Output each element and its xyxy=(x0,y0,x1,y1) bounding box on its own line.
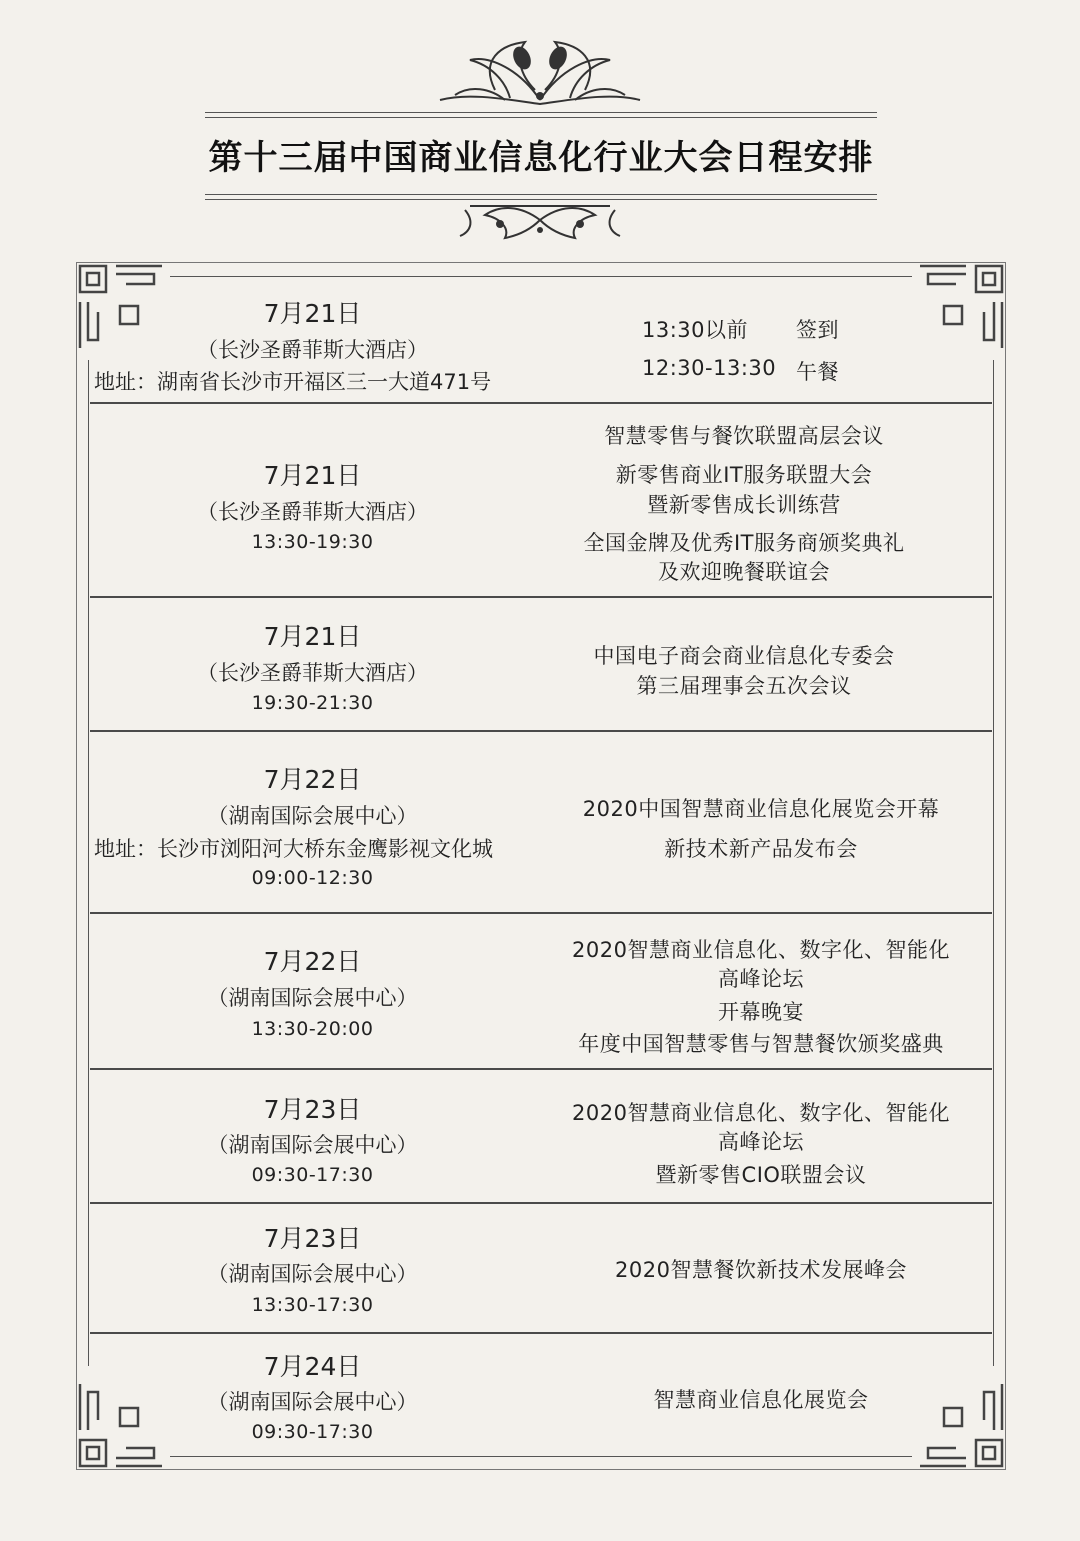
row-date: 7月22日 xyxy=(263,947,362,976)
row-venue: （长沙圣爵菲斯大酒店） xyxy=(197,500,428,524)
row-date: 7月22日 xyxy=(263,765,362,794)
row-separator xyxy=(90,1068,992,1070)
event-line: 中国电子商会商业信息化专委会 xyxy=(593,644,895,668)
row-venue: （长沙圣爵菲斯大酒店） xyxy=(197,338,428,362)
row-separator xyxy=(90,1332,992,1334)
event-line: 智慧零售与餐饮联盟高层会议 xyxy=(604,424,884,448)
bottom-floral-ornament xyxy=(0,200,1080,250)
row-time: 09:30-17:30 xyxy=(251,1421,374,1443)
row-venue: （湖南国际会展中心） xyxy=(207,1390,418,1414)
row-venue: （湖南国际会展中心） xyxy=(207,1133,418,1157)
frame-bottom-line xyxy=(170,1456,912,1457)
row-venue: （长沙圣爵菲斯大酒店） xyxy=(197,661,428,685)
event-line: 第三届理事会五次会议 xyxy=(636,674,852,698)
row-time: 13:30-20:00 xyxy=(251,1018,374,1040)
row-date: 7月21日 xyxy=(263,622,362,651)
corner-fret-top-right xyxy=(916,262,1006,352)
event-line: 高峰论坛 xyxy=(718,967,804,991)
event-line: 2020智慧商业信息化、数字化、智能化 xyxy=(572,1101,950,1125)
row-separator xyxy=(90,730,992,732)
top-floral-ornament xyxy=(0,0,1080,112)
row-separator xyxy=(90,912,992,914)
event-line: 暨新零售成长训练营 xyxy=(647,493,841,517)
row-separator xyxy=(90,596,992,598)
title-rule-top xyxy=(205,112,877,118)
row-venue: （湖南国际会展中心） xyxy=(207,804,418,828)
row-date: 7月21日 xyxy=(263,299,362,328)
row-time: 09:30-17:30 xyxy=(251,1164,374,1186)
event-line: 2020智慧餐饮新技术发展峰会 xyxy=(615,1258,907,1282)
row-time: 19:30-21:30 xyxy=(251,692,374,714)
event-line: 全国金牌及优秀IT服务商颁奖典礼 xyxy=(583,531,905,555)
event-line: 年度中国智慧零售与智慧餐饮颁奖盛典 xyxy=(578,1032,944,1056)
frame-top-line xyxy=(170,276,912,277)
row-time: 13:30-17:30 xyxy=(251,1294,374,1316)
row-time: 13:30-19:30 xyxy=(251,531,374,553)
event-line: 2020智慧商业信息化、数字化、智能化 xyxy=(572,938,950,962)
frame-left-line xyxy=(88,360,89,1366)
event-line: 新技术新产品发布会 xyxy=(664,837,858,861)
page-title: 第十三届中国商业信息化行业大会日程安排 xyxy=(208,138,874,178)
item-time: 13:30以前 xyxy=(642,318,749,342)
frame-right-line xyxy=(993,360,994,1366)
item-label: 签到 xyxy=(796,318,839,342)
row-address: 地址：长沙市浏阳河大桥东金鹰影视文化城 xyxy=(94,837,493,861)
row-venue: （湖南国际会展中心） xyxy=(207,1262,418,1286)
event-line: 高峰论坛 xyxy=(718,1130,804,1154)
event-line: 新零售商业IT服务联盟大会 xyxy=(615,463,873,487)
row-separator xyxy=(90,1202,992,1204)
item-time: 12:30-13:30 xyxy=(642,356,777,380)
row-separator xyxy=(90,402,992,404)
row-venue: （湖南国际会展中心） xyxy=(207,986,418,1010)
row-date: 7月23日 xyxy=(263,1095,362,1124)
event-line: 及欢迎晚餐联谊会 xyxy=(658,560,830,584)
event-line: 暨新零售CIO联盟会议 xyxy=(655,1163,867,1187)
row-date: 7月23日 xyxy=(263,1224,362,1253)
row-date: 7月24日 xyxy=(263,1352,362,1381)
row-time: 09:00-12:30 xyxy=(251,867,374,889)
event-line: 2020中国智慧商业信息化展览会开幕 xyxy=(582,797,940,821)
item-label: 午餐 xyxy=(796,360,839,384)
event-line: 开幕晚宴 xyxy=(718,1000,804,1024)
row-address: 地址：湖南省长沙市开福区三一大道471号 xyxy=(94,370,492,394)
row-date: 7月21日 xyxy=(263,461,362,490)
event-line: 智慧商业信息化展览会 xyxy=(653,1388,869,1412)
